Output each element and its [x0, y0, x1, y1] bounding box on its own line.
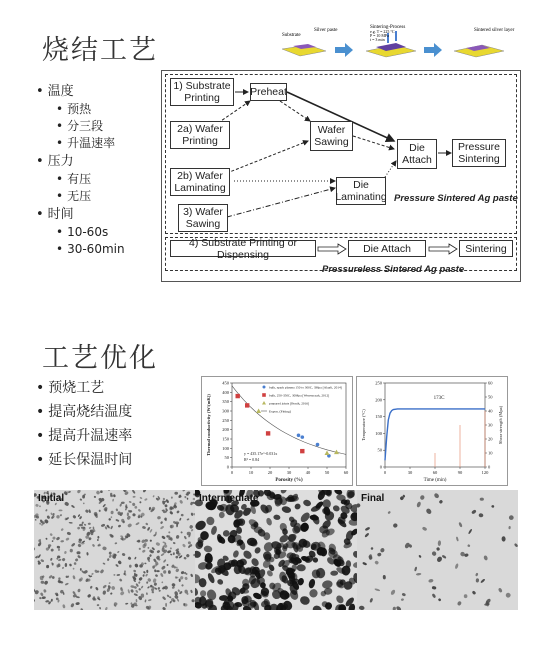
chart1-point-2-1 — [325, 451, 330, 456]
micro-panel-initial — [34, 490, 195, 610]
box-substrate-printing-dispensing: 4) Substrate Printing or Dispensing — [170, 240, 316, 257]
chart1-ytick-label-1: 50 — [224, 455, 229, 461]
chart2-ytick-right-label-4: 40 — [488, 408, 493, 414]
chart1-ytick-label-5: 250 — [222, 417, 229, 423]
chart2-temperature-line — [385, 409, 485, 460]
chart1-xtick-label-2: 20 — [267, 470, 273, 475]
process-strip — [278, 23, 518, 61]
microstructure-strip — [34, 490, 518, 610]
bullet-2: • 时间 — [36, 205, 125, 224]
chart1-legend-label-0: bulk, spark plasma 150 to 300C, 3Mpa [Alayli, 2014] — [269, 385, 342, 390]
chart1-xtick-label-1: 10 — [248, 470, 254, 475]
box-substrate-printing: 1) Substrate Printing — [170, 78, 234, 106]
box-wafer-sawing-3: 3) Wafer Sawing — [178, 204, 228, 232]
strip-param-1: P = 10 MPa — [370, 33, 389, 38]
box-die-laminating: Die Laminating — [335, 179, 387, 203]
chart2-xtick-label-2: 60 — [432, 470, 438, 475]
micro-intermediate-image — [195, 490, 357, 610]
strip-substrate-label: Substrate — [282, 33, 301, 38]
micro-initial-image — [34, 490, 195, 610]
bullet-0: • 温度 — [36, 82, 125, 101]
label-pressureless-sintered: Pressureless Sintered Ag paste — [322, 264, 465, 275]
chart2-ytick-label-0: 0 — [379, 464, 382, 470]
chart2-ytick-right-label-5: 50 — [488, 394, 493, 400]
micro-label-final: Final — [361, 493, 385, 504]
chart1-legend-marker-0 — [263, 386, 266, 389]
micro-final-image — [357, 490, 518, 610]
chart1-ytick-label-9: 450 — [222, 380, 229, 386]
strip-param-2: t = 3 min — [370, 37, 385, 42]
chart1-ytick-label-7: 350 — [222, 399, 229, 405]
box-wafer-sawing: Wafer Sawing — [310, 121, 353, 151]
box-wafer-laminating: 2b) Wafer Laminating — [170, 168, 230, 196]
chart2-ylabel-right: Shear strength (Mpa) — [498, 405, 503, 445]
chart1-ytick-label-6: 300 — [222, 408, 229, 414]
micro-pore-0-436 — [100, 490, 103, 493]
chart1-point-0-1 — [301, 435, 305, 439]
sub-bullet-1-1: • 无压 — [36, 188, 125, 205]
section2-title: 工艺优化 — [42, 343, 158, 374]
micro-pore-0-109 — [156, 570, 159, 572]
strip-sintering-title: Sintering-Process — [370, 25, 406, 30]
section2-bullets — [36, 376, 132, 472]
chart1-equation: y = 435.17e^-0.031x — [244, 451, 278, 456]
sub-bullet-0-0: • 预热 — [36, 101, 125, 118]
chart2-ytick-right-label-1: 10 — [488, 450, 493, 456]
chart1-ylabel: Thermal conductivity (W/(mK)) — [206, 394, 211, 456]
sub-bullet-2-0: • 10-60s — [36, 224, 125, 241]
chart2-svg — [357, 377, 507, 485]
strip-silver-paste-label: Silver paste — [314, 28, 338, 33]
chart2-ytick-label-1: 50 — [377, 447, 382, 453]
chart2-ytick-label-3: 150 — [375, 414, 382, 420]
chart1-ytick-label-0: 0 — [226, 464, 229, 470]
chart2-xtick-label-4: 120 — [481, 470, 489, 475]
sub-bullet-0-1: • 分三段 — [36, 118, 125, 135]
chart1-ytick-label-8: 400 — [222, 389, 229, 395]
micro-label-intermediate: Intermediate — [199, 493, 259, 504]
sub-bullet-1-0: • 有压 — [36, 171, 125, 188]
chart1-point-1-3 — [300, 449, 304, 453]
chart1-xtick-label-6: 60 — [343, 470, 349, 475]
chart1-point-1-2 — [266, 431, 270, 435]
chart1-ytick-label-4: 200 — [222, 427, 229, 433]
chart2-xlabel: Time (min) — [423, 478, 447, 483]
chart2-xtick-label-3: 90 — [457, 470, 463, 475]
chart2-ytick-label-5: 250 — [375, 380, 382, 386]
chart2-ytick-label-4: 200 — [375, 397, 382, 403]
chart1-svg — [202, 377, 352, 485]
chart1-legend-label-3: Expon. (Fitting) — [269, 409, 291, 414]
chart1-xtick-label-4: 40 — [305, 470, 311, 475]
strip-param-0: e.g. T = 225 °C — [370, 29, 395, 34]
opt-bullet-1: • 提高烧结温度 — [36, 400, 132, 424]
chart1-point-0-0 — [297, 433, 301, 437]
box-sintering: Sintering — [459, 240, 513, 257]
box-pressure-sintering: Pressure Sintering — [452, 139, 506, 167]
box-wafer-printing: 2a) Wafer Printing — [170, 121, 230, 149]
chart1-legend-label-2: prepared joints [Bonik, 2016] — [269, 401, 310, 406]
section1-title: 烧结工艺 — [42, 35, 158, 66]
box-preheat: Preheat — [250, 83, 287, 101]
flow-diagram — [161, 70, 521, 282]
box-die-attach: Die Attach — [397, 139, 437, 169]
chart2-xtick-label-1: 30 — [407, 470, 413, 475]
chart2-ylabel: Temperature (°C) — [361, 409, 366, 441]
chart2-ytick-right-label-6: 60 — [488, 380, 493, 386]
sub-bullet-2-1: • 30-60min — [36, 241, 125, 258]
chart2-xtick-label-0: 0 — [383, 470, 387, 475]
chart1-point-2-0 — [256, 409, 261, 414]
strip-sintered-label: Sintered silver layer — [474, 28, 515, 33]
section1-bullets — [36, 82, 125, 258]
micro-label-initial: Initial — [38, 493, 65, 504]
chart1-xtick-label-5: 50 — [324, 470, 330, 475]
micro-pore-0-157 — [165, 603, 167, 607]
chart1-point-0-2 — [316, 443, 320, 447]
chart1-point-1-0 — [236, 394, 240, 398]
sub-bullet-0-2: • 升温速率 — [36, 135, 125, 152]
micro-panel-intermediate — [195, 490, 357, 610]
micro-pore-0-221 — [174, 492, 178, 495]
chart1-legend-label-1: bulk, 250-350C, 30Mpa [Wereszczak, 2012] — [269, 393, 330, 398]
chart2-ytick-right-label-2: 20 — [488, 436, 493, 442]
opt-bullet-3: • 延长保温时间 — [36, 448, 132, 472]
micro-panel-final — [357, 490, 518, 610]
opt-bullet-0: • 预烧工艺 — [36, 376, 132, 400]
chart2-ytick-label-2: 100 — [375, 430, 382, 436]
chart1-point-1-1 — [245, 403, 249, 407]
chart1-xtick-label-0: 0 — [230, 470, 234, 475]
chart2-annotation: 173C — [433, 396, 445, 401]
chart-thermal-conductivity — [201, 376, 353, 486]
chart1-xtick-label-3: 30 — [286, 470, 292, 475]
bullet-1: • 压力 — [36, 152, 125, 171]
chart1-legend-marker-1 — [262, 393, 266, 397]
chart1-ytick-label-2: 100 — [222, 445, 229, 451]
chart1-xlabel: Porosity (%) — [275, 478, 303, 483]
chart1-legend-marker-2 — [262, 401, 266, 405]
chart1-r2: R² = 0.84 — [244, 457, 260, 462]
chart1-ytick-label-3: 150 — [222, 436, 229, 442]
opt-bullet-2: • 提高升温速率 — [36, 424, 132, 448]
box-die-attach-2: Die Attach — [348, 240, 426, 257]
chart2-ytick-right-label-0: 0 — [488, 464, 491, 470]
chart2-ytick-right-label-3: 30 — [488, 422, 493, 428]
chart-temperature-time — [356, 376, 508, 486]
label-pressure-sintered: Pressure Sintered Ag paste — [394, 193, 518, 204]
